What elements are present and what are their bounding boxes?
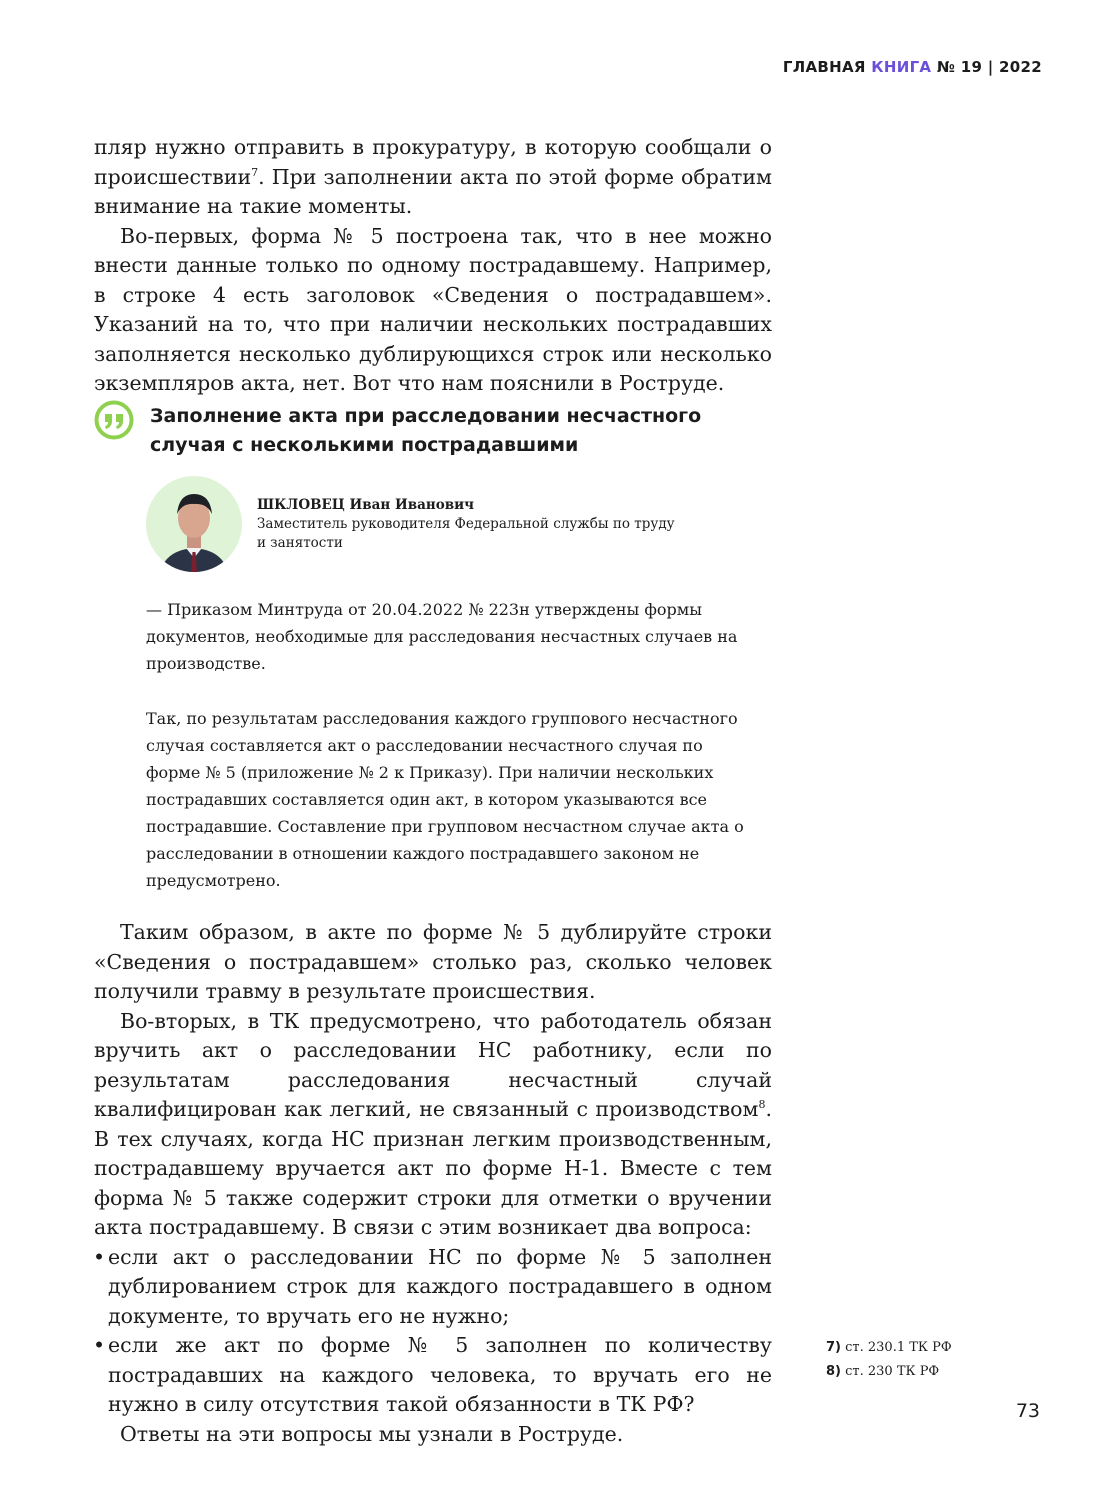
footnotes <box>826 1336 952 1384</box>
conclusion-paragraph-3: Ответы на эти вопросы мы узнали в Роструде. <box>120 1421 624 1446</box>
quote-title: Заполнение акта при расследовании несчастного случая с несколькими пострадавшими <box>150 405 702 456</box>
list-item: • если акт о расследовании НС по форме № 5 заполнен дублированием строк для каждого пострадавшего в одном документе, то вручать его не нужно; <box>94 1243 772 1332</box>
intro-section <box>94 133 772 399</box>
conclusion-paragraph-1: Таким образом, в акте по форме № 5 дублируйте строки «Сведения о пострадавшем» столько раз, сколько человек получили травму в результате происшествия. <box>94 920 772 1003</box>
page-number: 73 <box>1015 1400 1040 1422</box>
conclusion-paragraph-2: Во-вторых, в ТК предусмотрено, что работодатель обязан вручить акт о расследовании НС работнику, если по результатам расследования несчастный случай квалифицирован как легкий, не связанный с производством$^8$. В тех случаях, когда НС признан легким производственным, пострадавшему вручается акт по форме Н-1. Вместе с тем форма № 5 также содержит строки для отметки о вручении акта пострадавшему. В связи с этим возникает два вопроса: <box>94 1008 772 1239</box>
brand-name-part2: КНИГА <box>871 58 932 76</box>
brand-name-part1: ГЛАВНАЯ <box>782 58 866 76</box>
quote-icon <box>94 400 134 440</box>
expert-position: Заместитель руководителя Федеральной службы по труду и занятости <box>257 516 675 551</box>
footnote-ref-7[interactable]: 7 <box>251 165 259 179</box>
question-list <box>94 1243 772 1420</box>
intro-paragraph-1: пляр нужно отправить в прокуратуру, в которую сообщали о происшествии$^7$. При заполнении акта по этой форме обратим внимание на такие моменты. <box>94 135 772 218</box>
quote-text-1: — Приказом Минтруда от 20.04.2022 № 223н утверждены формы документов, необходимые для расследования несчастных случаев на производстве. <box>146 600 738 673</box>
intro-paragraph-2: Во-первых, форма № 5 построена так, что в нее можно внести данные только по одному пострадавшему. Например, в строке 4 есть заголовок «Сведения о пострадавшем». Указаний на то, что при наличии нескольких пострадавших заполняется несколько дублирующихся строк или несколько экземпляров акта, нет. Вот что нам пояснили в Роструде. <box>94 223 772 395</box>
footnote-ref-8[interactable]: 8 <box>758 1098 766 1111</box>
magazine-header <box>783 58 1042 76</box>
footnote-7: 7) ст. 230.1 ТК РФ <box>826 1340 952 1355</box>
list-item: • если же акт по форме № 5 заполнен по количеству пострадавших на каждого человека, то вручать его не нужно в силу отсутствия такой обязанности в ТК РФ? <box>94 1331 772 1420</box>
expert-avatar <box>146 476 242 572</box>
issue-number: № 19 | 2022 <box>936 58 1042 76</box>
footnote-8: 8) ст. 230 ТК РФ <box>826 1364 940 1379</box>
quote-text-2: Так, по результатам расследования каждого группового несчастного случая составляется акт о расследовании несчастного случая по форме № 5 (приложение № 2 к Приказу). При наличии нескольких пострадавших составляется один акт, в котором указываются все пострадавшие. Составление при групповом несчастном случае акта о расследовании в отношении каждого пострадавшего законом не предусмотрено. <box>146 709 744 890</box>
expert-name: ШКЛОВЕЦ Иван Иванович <box>257 497 475 513</box>
expert-portrait-icon <box>146 476 242 572</box>
conclusion-section <box>94 918 772 1449</box>
expert-info <box>257 496 677 553</box>
